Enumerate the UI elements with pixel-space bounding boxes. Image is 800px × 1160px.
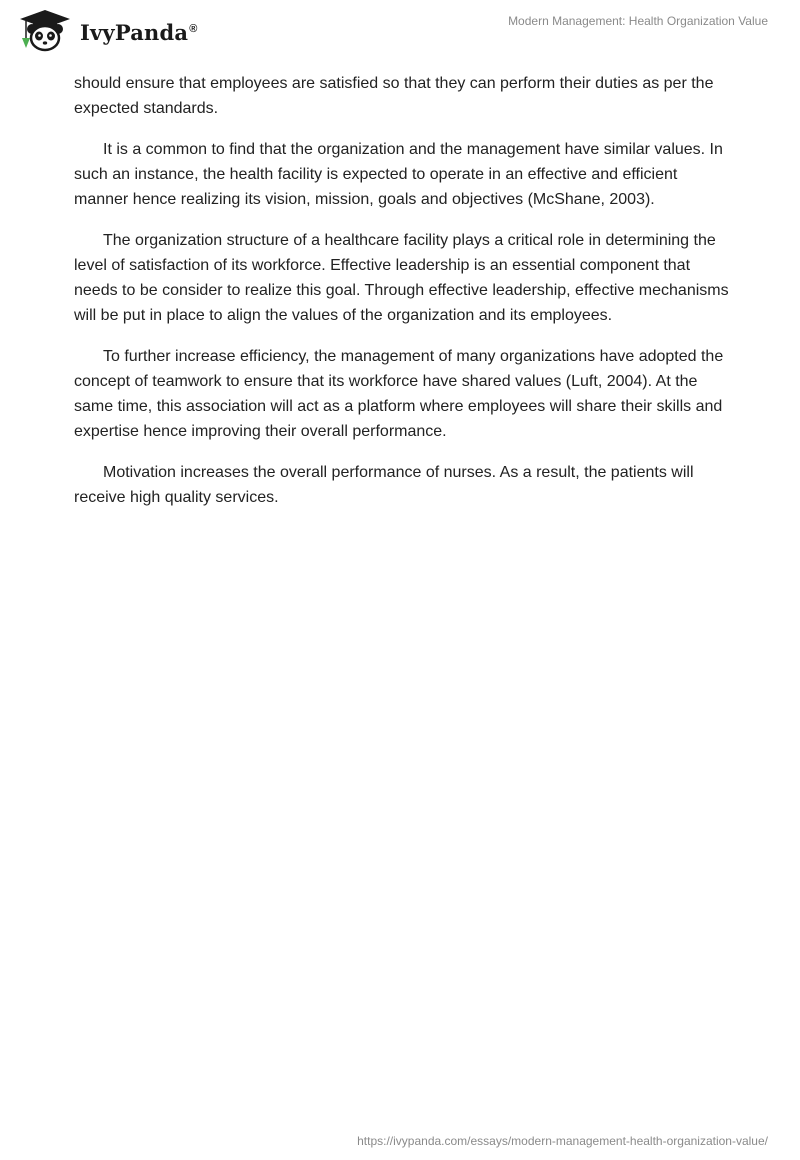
paragraph-3: The organization structure of a healthcare facility plays a critical role in determining the level of satisfaction of its workforce. Effective leadership is an essential component that needs to be consider to realize this goal. Through effective leadership, effective mechanisms will be put in place to align the values of the organization and its employees. [74,232,729,324]
paragraph-4: To further increase efficiency, the management of many organizations have adopted the concept of teamwork to ensure that its workforce have shared values (Luft, 2004). At the same time, this association will act as a platform where employees will share their skills and expertise hence improving their overall performance. [74,348,724,440]
paragraph-2: It is a common to find that the organization and the management have similar values. In such an instance, the health facility is expected to operate in an effective and efficient manner hence realizing its vision, mission, goals and objectives (McShane, 2003). [74,141,723,208]
ivypanda-logo[interactable] [16,8,198,52]
document-title: Modern Management: Health Organization Value [508,14,768,28]
source-url[interactable]: https://ivypanda.com/essays/modern-management-health-organization-value/ [357,1134,768,1148]
registered-mark: ® [189,22,198,35]
logo-wordmark: IvyPanda® [80,19,198,45]
panda-graduate-icon [16,8,74,52]
paragraph-5: Motivation increases the overall performance of nurses. As a result, the patients will receive high quality services. [74,464,694,506]
essay-body [74,71,734,526]
paragraph-1: should ensure that employees are satisfied so that they can perform their duties as per the expected standards. [74,75,714,117]
page-header [0,0,800,70]
